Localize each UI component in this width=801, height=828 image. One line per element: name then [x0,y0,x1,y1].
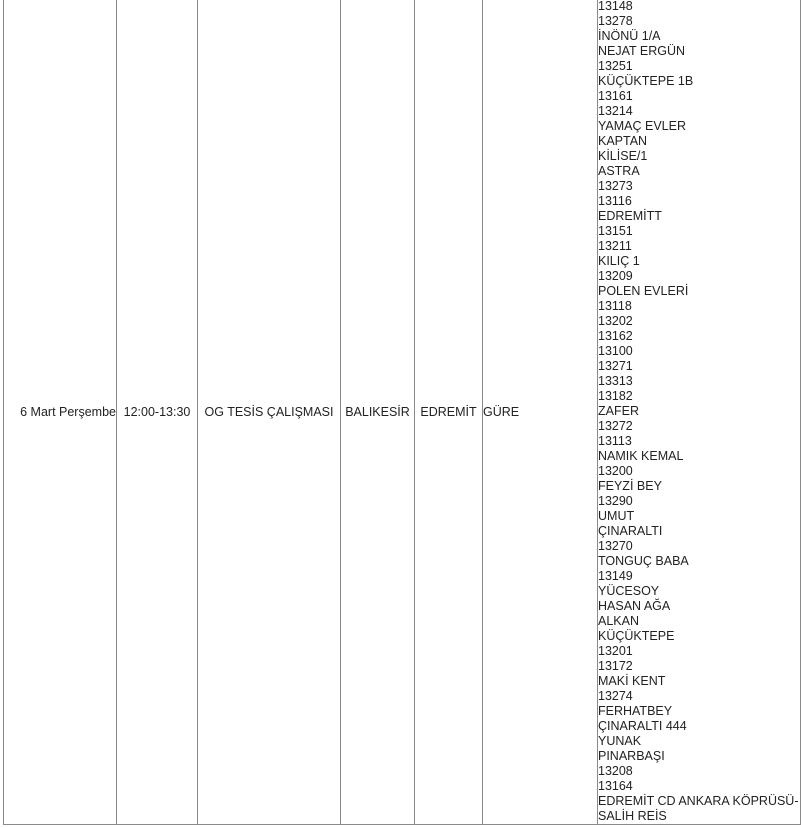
street-item: ASTRA [598,164,640,178]
street-item: NAMIK KEMAL [598,449,684,463]
street-item: MAKİ KENT [598,674,666,688]
street-item: KİLİSE/1 [598,149,648,163]
street-item: 13273 [598,179,633,193]
street-item: ÇINARALTI 444 [598,719,687,733]
street-list [598,0,800,824]
street-item: YÜCESOY [598,584,660,598]
street-item: 13116 [598,194,632,208]
street-item: 13100 [598,344,633,358]
district-cell: EDREMİT [415,0,483,825]
street-item: UMUT [598,509,635,523]
street-item: ZAFER [598,404,639,418]
street-item: TONGUÇ BABA [598,554,689,568]
street-item: 13148 [598,0,633,13]
street-item: 13113 [598,434,632,448]
street-item: 13208 [598,764,633,778]
reason-cell: OG TESİS ÇALIŞMASI [198,0,341,825]
street-item: 13151 [598,224,633,238]
street-item: 13202 [598,314,633,328]
street-item: 13149 [598,569,633,583]
street-item: 13274 [598,689,633,703]
street-item: 13271 [598,359,633,373]
street-item: 13251 [598,59,633,73]
outage-table [3,0,801,825]
street-item: 13162 [598,329,633,343]
street-item: 13272 [598,419,633,433]
street-item: 13161 [598,89,633,103]
street-item: 13214 [598,104,633,118]
street-item: İNÖNÜ 1/A [598,29,661,43]
street-item: ALKAN [598,614,639,628]
street-item: YUNAK [598,734,642,748]
street-item: EDREMİTT [598,209,662,223]
street-item: 13313 [598,374,633,388]
street-item: 13270 [598,539,633,553]
street-item: 13290 [598,494,633,508]
street-item: FERHATBEY [598,704,673,718]
province-cell: BALIKESİR [341,0,415,825]
street-item: FEYZİ BEY [598,479,662,493]
street-item: KAPTAN [598,134,648,148]
table-row [4,0,801,825]
street-item: PINARBAŞI [598,749,665,763]
street-item: KÜÇÜKTEPE 1B [598,74,694,88]
street-item: NEJAT ERGÜN [598,44,686,58]
street-item: YAMAÇ EVLER [598,119,686,133]
street-item: EDREMİT CD ANKARA KÖPRÜSÜ- [598,794,799,808]
street-item: POLEN EVLERİ [598,284,689,298]
street-item: 13172 [598,659,633,673]
street-item: KÜÇÜKTEPE [598,629,675,643]
street-item: ÇINARALTI [598,524,663,538]
street-item: 13201 [598,644,633,658]
time-cell: 12:00-13:30 [117,0,198,825]
street-item: 13211 [598,239,632,253]
streets-cell [598,0,801,825]
neighborhood-cell: GÜRE [483,0,598,825]
street-item: 13209 [598,269,633,283]
street-item: 13200 [598,464,633,478]
street-item: 13164 [598,779,633,793]
street-item: HASAN AĞA [598,599,671,613]
street-item: 13118 [598,299,632,313]
street-item: KILIÇ 1 [598,254,640,268]
date-cell: 6 Mart Perşembe [4,0,117,825]
street-item: 13182 [598,389,633,403]
street-item: 13278 [598,14,633,28]
street-item: SALİH REİS [598,809,667,823]
